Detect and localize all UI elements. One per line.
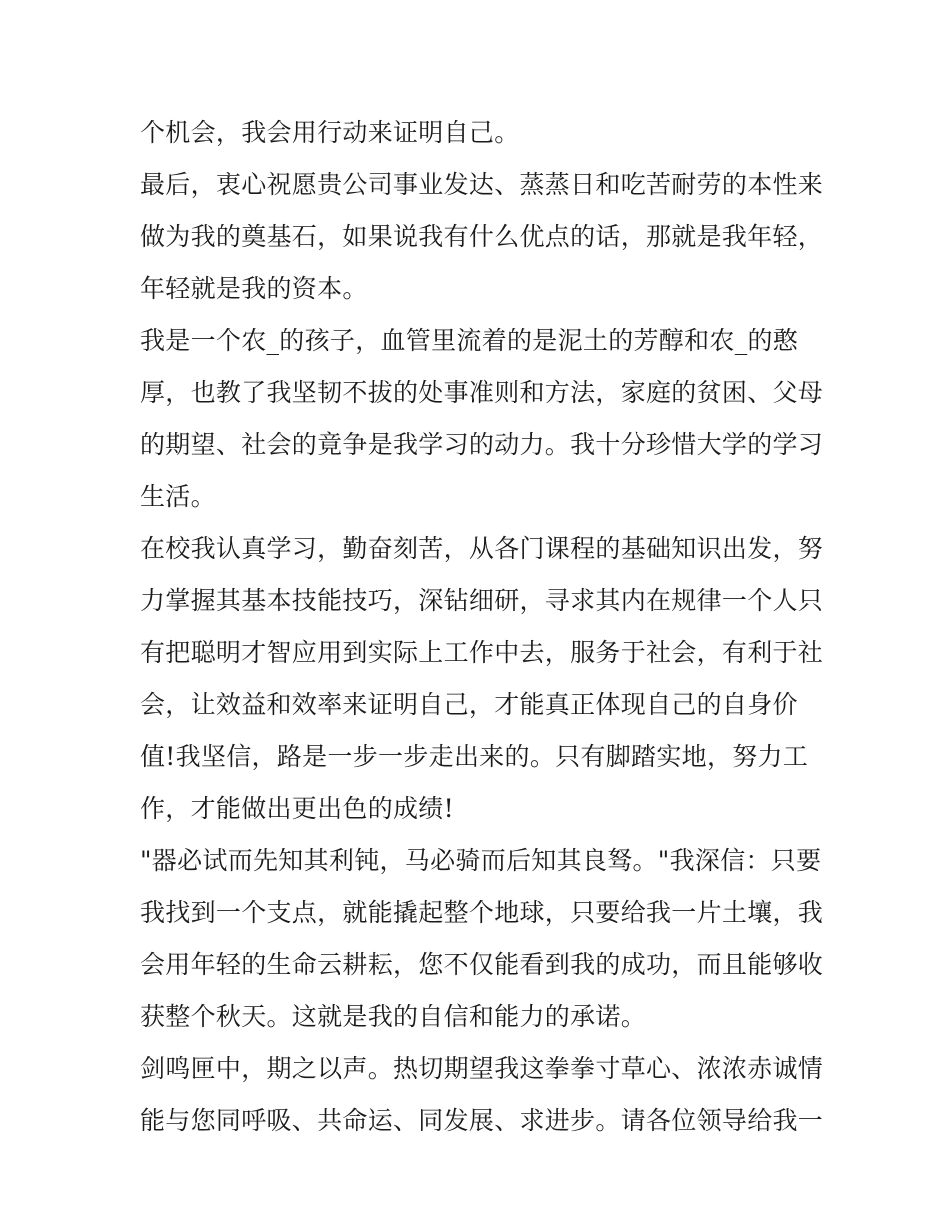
text-line: 个机会，我会用行动来证明自己。 — [140, 118, 520, 147]
text-line: 获整个秋天。这就是我的自信和能力的承诺。 — [140, 1002, 647, 1031]
text-line: 最后，衷心祝愿贵公司事业发达、蒸蒸日和吃苦耐劳的本性来 — [140, 170, 824, 199]
text-line: 生活。 — [140, 482, 216, 511]
body-text — [140, 107, 824, 1147]
text-line: 的期望、社会的竟争是我学习的动力。我十分珍惜大学的学习 — [140, 430, 824, 459]
text-line: 会，让效益和效率来证明自己，才能真正体现自己的自身价 — [140, 690, 798, 719]
text-line: 我找到一个支点，就能撬起整个地球，只要给我一片土壤，我 — [140, 898, 824, 927]
text-line: 我是一个农_的孩子，血管里流着的是泥土的芳醇和农_的憨 — [140, 326, 799, 355]
text-line: 有把聪明才智应用到实际上工作中去，服务于社会，有利于社 — [140, 638, 824, 667]
text-line: 会用年轻的生命云耕耘，您不仅能看到我的成功，而且能够收 — [140, 950, 824, 979]
text-line: 做为我的奠基石，如果说我有什么优点的话，那就是我年轻， — [140, 222, 824, 251]
text-line: 能与您同呼吸、共命运、同发展、求进步。请各位领导给我一 — [140, 1106, 824, 1135]
text-line: 剑鸣匣中，期之以声。热切期望我这拳拳寸草心、浓浓赤诚情 — [140, 1054, 824, 1083]
text-line: 在校我认真学习，勤奋刻苦，从各门课程的基础知识出发，努 — [140, 534, 824, 563]
text-line: 作，才能做出更出色的成绩! — [140, 794, 454, 823]
text-line: 厚，也教了我坚韧不拔的处事准则和方法，家庭的贫困、父母 — [140, 378, 824, 407]
text-line: 年轻就是我的资本。 — [140, 274, 368, 303]
text-line: 力掌握其基本技能技巧，深钻细研，寻求其内在规律一个人只 — [140, 586, 824, 615]
text-line: "器必试而先知其利钝，马必骑而后知其良驽。"我深信：只要 — [140, 846, 822, 875]
text-line: 值!我坚信，路是一步一步走出来的。只有脚踏实地，努力工 — [140, 742, 809, 771]
